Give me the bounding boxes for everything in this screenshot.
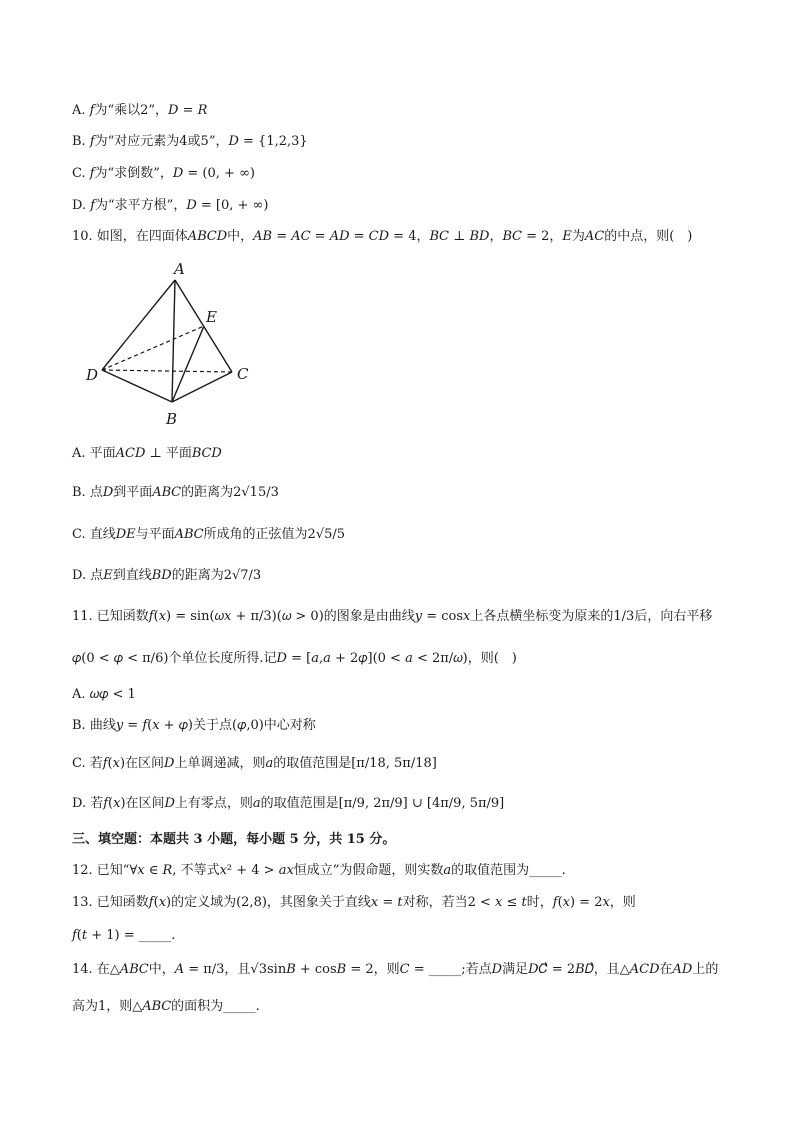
option-d-q9: D. 𝑓为“求平方根”，𝐷 = [0, + ∞) bbox=[72, 198, 269, 213]
question-14: 14. 在△𝐴𝐵𝐶中，𝐴 = π/3，且√3sin𝐵 + cos𝐵 = 2，则𝐶 = _____;若点𝐷满足𝐷𝐶⃗ = 2𝐵𝐷⃗，且△𝐴𝐶𝐷在𝐴𝐷上的 bbox=[72, 962, 719, 977]
option-b-q10: B. 点𝐷到平面𝐴𝐵𝐶的距离为2√15/3 bbox=[72, 485, 279, 500]
question-14-cont: 高为1，则△𝐴𝐵𝐶的面积为_____. bbox=[72, 999, 260, 1014]
edge-dc-hidden bbox=[102, 370, 232, 372]
edge-bc bbox=[172, 372, 232, 402]
vertex-label-a: A bbox=[174, 260, 185, 278]
option-b-q11: B. 曲线𝑦 = 𝑓(𝑥 + 𝜑)关于点(𝜑,0)中心对称 bbox=[72, 718, 316, 733]
section-heading-fill-blank: 三、填空题：本题共 3 小题，每小题 5 分，共 15 分。 bbox=[72, 832, 396, 847]
option-d-q10: D. 点𝐸到直线𝐵𝐷的距离为2√7/3 bbox=[72, 568, 262, 583]
option-c-q10: C. 直线𝐷𝐸与平面𝐴𝐵𝐶所成角的正弦值为2√5/5 bbox=[72, 527, 346, 542]
vertex-label-d: D bbox=[86, 366, 99, 384]
option-c-q11: C. 若𝑓(𝑥)在区间𝐷上单调递减，则𝑎的取值范围是[π/18, 5π/18] bbox=[72, 756, 437, 771]
question-13-cont: 𝑓(𝑡 + 1) = _____. bbox=[72, 928, 176, 943]
edge-ad bbox=[102, 280, 175, 370]
question-12: 12. 已知“∀𝑥 ∈ 𝑅, 不等式𝑥² + 4 > 𝑎𝑥恒成立”为假命题，则实数𝑎的取值范围为_____. bbox=[72, 863, 566, 878]
option-a-q9: A. 𝑓为“乘以2”，𝐷 = 𝑅 bbox=[72, 103, 208, 118]
option-d-q11: D. 若𝑓(𝑥)在区间𝐷上有零点，则𝑎的取值范围是[π/9, 2π/9] ∪ [4π/9, 5π/9] bbox=[72, 796, 505, 811]
option-a-q10: A. 平面𝐴𝐶𝐷 ⊥ 平面𝐵𝐶𝐷 bbox=[72, 446, 222, 461]
edge-db bbox=[102, 370, 172, 402]
question-11-stem-cont: 𝜑(0 < 𝜑 < π/6)个单位长度所得.记𝐷 = [𝑎,𝑎 + 2𝜑](0 < 𝑎 < 2π/𝜔)，则( ) bbox=[72, 651, 517, 666]
vertex-label-c: C bbox=[237, 365, 249, 383]
option-c-q9: C. 𝑓为“求倒数”，𝐷 = (0, + ∞) bbox=[72, 166, 255, 181]
vertex-label-e: E bbox=[206, 308, 217, 326]
option-b-q9: B. 𝑓为“对应元素为4或5”，𝐷 = {1,2,3} bbox=[72, 134, 308, 149]
question-10-stem: 10. 如图，在四面体𝐴𝐵𝐶𝐷中，𝐴𝐵 = 𝐴𝐶 = 𝐴𝐷 = 𝐶𝐷 = 4，𝐵𝐶 ⊥ 𝐵𝐷，𝐵𝐶 = 2，𝐸为𝐴𝐶的中点，则( ) bbox=[72, 229, 693, 244]
option-a-q11: A. 𝜔𝜑 < 1 bbox=[72, 687, 136, 702]
question-13: 13. 已知函数𝑓(𝑥)的定义域为(2,8)，其图象关于直线𝑥 = 𝑡对称，若当2 < 𝑥 ≤ 𝑡时，𝑓(𝑥) = 2𝑥，则 bbox=[72, 895, 636, 910]
tetrahedron-figure bbox=[80, 258, 270, 428]
edge-ab bbox=[172, 280, 175, 402]
edge-be bbox=[172, 326, 204, 402]
question-11-stem: 11. 已知函数𝑓(𝑥) = sin(𝜔𝑥 + π/3)(𝜔 > 0)的图象是由曲线𝑦 = cos𝑥上各点横坐标变为原来的1/3后，向右平移 bbox=[72, 609, 713, 624]
vertex-label-b: B bbox=[166, 410, 178, 428]
